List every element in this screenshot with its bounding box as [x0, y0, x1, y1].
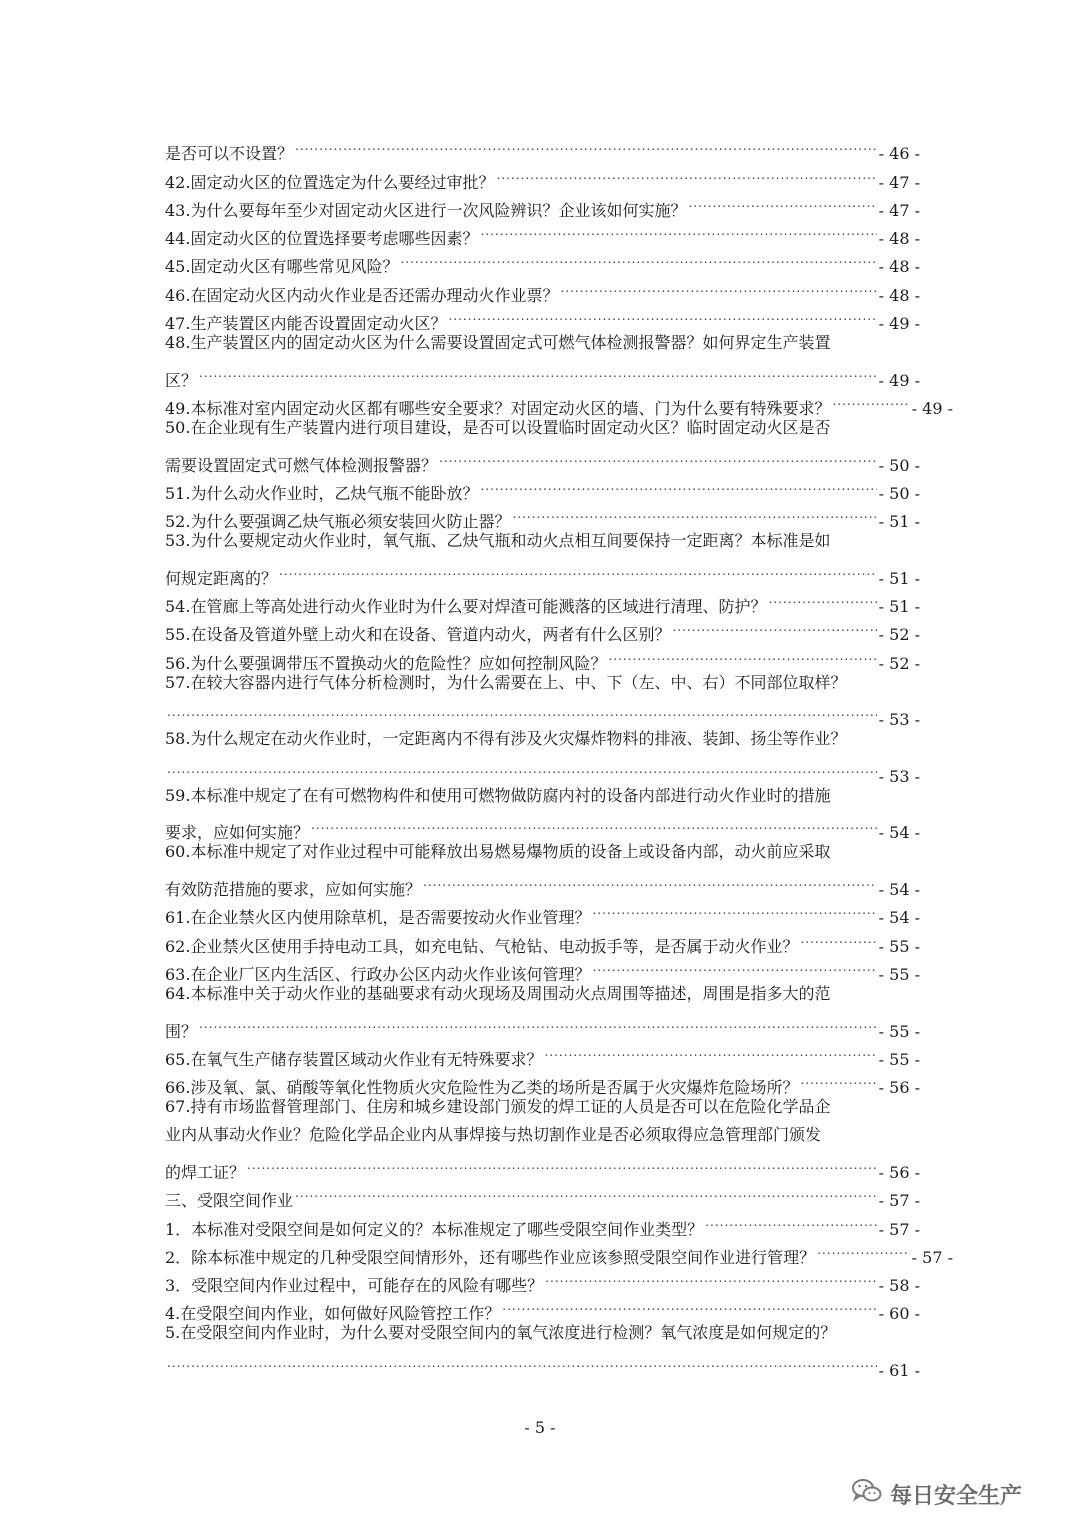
toc-entry-text: 49.本标准对室内固定动火区都有哪些安全要求？对固定动火区的墙、门为什么要有特殊要求？ — [165, 398, 831, 418]
toc-entry-page: - 52 - — [878, 653, 920, 673]
toc-entry-text: 需要设置固定式可燃气体检测报警器？ — [165, 455, 438, 475]
toc-entry-text: 有效防范措施的要求，应如何实施？ — [165, 880, 422, 900]
toc-entry-text: 48.生产装置区内的固定动火区为什么需要设置固定式可燃气体检测报警器？如何界定生产装置 — [165, 333, 831, 353]
dot-leader — [439, 442, 877, 470]
toc-entry-page: - 49 - — [878, 370, 920, 390]
toc-entry-text: 52.为什么要强调乙炔气瓶必须安装回火防止器？ — [165, 512, 511, 532]
toc-entry-page: - 49 - — [878, 314, 920, 334]
toc-entry-page: - 55 - — [878, 936, 920, 956]
dot-leader — [800, 1065, 876, 1093]
toc-entry-text: 45.固定动火区有哪些常见风险？ — [165, 257, 399, 277]
toc-entry-page: - 47 - — [878, 200, 920, 220]
toc-entry-page: - 57 - — [878, 1219, 920, 1239]
dot-leader — [832, 386, 909, 414]
dot-leader — [502, 1291, 876, 1319]
toc-entry-page: - 53 - — [878, 766, 920, 786]
dot-leader — [295, 131, 877, 159]
toc-entry-text: 43.为什么要每年至少对固定动火区进行一次风险辨识？企业该如何实施？ — [165, 200, 687, 220]
dot-leader — [592, 952, 876, 980]
dot-leader — [247, 1150, 877, 1178]
toc-entry-text: 61.在企业禁火区内使用除草机，是否需要按动火作业管理？ — [165, 908, 591, 928]
toc-entry — [165, 1008, 920, 1041]
dot-leader — [560, 272, 876, 300]
toc-entry-text: 60.本标准中规定了对作业过程中可能释放出易燃易爆物质的设备上或设备内部，动火前应采取 — [165, 842, 831, 862]
dot-leader — [817, 1235, 909, 1263]
toc-entry — [165, 386, 953, 418]
toc-entry-text: 44.固定动火区的位置选择要考虑哪些因素？ — [165, 229, 479, 249]
dot-leader — [800, 923, 876, 951]
toc-entry-text: 59.本标准中规定了在有可燃物构件和使用可燃物做防腐内衬的设备内部进行动火作业时的措施 — [165, 785, 831, 805]
toc-entry-page: - 54 - — [878, 823, 920, 843]
toc-entry-text: 67.持有市场监督管理部门、住房和城乡建设部门颁发的焊工证的人员是否可以在危险化学品企 — [165, 1097, 831, 1117]
toc-entry-page: - 48 - — [878, 257, 920, 277]
toc-entry-page: - 51 - — [878, 512, 920, 532]
toc-entry-page: - 61 - — [878, 1361, 920, 1381]
wechat-icon — [852, 1478, 882, 1510]
toc-entry-text: 47.生产装置区内能否设置固定动火区？ — [165, 314, 447, 334]
watermark-text: 每日安全生产 — [890, 1483, 1023, 1509]
toc-entry — [165, 867, 920, 900]
toc-entry-page: - 55 - — [878, 1049, 920, 1069]
dot-leader — [400, 244, 876, 272]
toc-entry — [165, 131, 920, 164]
dot-leader — [167, 1348, 877, 1376]
toc-entry — [165, 1150, 920, 1182]
dot-leader — [768, 584, 876, 612]
toc-entry — [165, 442, 920, 475]
toc-entry-page: - 48 - — [878, 285, 920, 305]
toc-entry-text: 66.涉及氧、氯、硝酸等氧化性物质火灾危险性为乙类的场所是否属于火灾爆炸危险场所？ — [165, 1078, 799, 1098]
toc-entry-page: - 54 - — [878, 880, 920, 900]
toc-entry-page: - 52 - — [878, 625, 920, 645]
dot-leader — [608, 640, 876, 668]
dot-leader — [423, 867, 877, 895]
dot-leader — [199, 357, 877, 385]
table-of-contents — [165, 131, 953, 1381]
toc-entry-text: 57.在较大容器内进行气体分析检测时，为什么需要在上、中、下（左、中、右）不同部位取样？ — [165, 672, 847, 692]
watermark — [852, 1478, 1022, 1510]
toc-entry — [165, 1178, 920, 1211]
toc-entry-text: 4.在受限空间内作业，如何做好风险管控工作？ — [165, 1304, 501, 1324]
toc-entry — [165, 1037, 920, 1069]
page-number: - 5 - — [524, 1418, 556, 1437]
toc-entry-text: 42.固定动火区的位置选定为什么要经过审批？ — [165, 172, 495, 192]
toc-entry-text: 何规定距离的？ — [165, 568, 278, 588]
dot-leader — [672, 612, 876, 640]
toc-entry — [165, 838, 920, 866]
toc-entry — [165, 697, 920, 730]
toc-entry-text: 业内从事动火作业？危险化学品企业内从事焊接与热切割作业是否必须取得应急管理部门颁发 — [165, 1125, 822, 1145]
dot-leader — [199, 1008, 877, 1036]
toc-entry-page: - 55 - — [878, 1021, 920, 1041]
toc-entry-text: 50.在企业现有生产装置内进行项目建设，是否可以设置临时固定动火区？临时固定动火区是否 — [165, 417, 831, 437]
dot-leader — [448, 301, 876, 329]
dot-leader — [311, 810, 877, 838]
toc-entry — [165, 669, 920, 697]
toc-entry-text: 56.为什么要强调带压不置换动火的危险性？应如何控制风险？ — [165, 653, 607, 673]
dot-leader — [688, 188, 876, 216]
toc-entry-text: 64.本标准中关于动火作业的基础要求有动火现场及周围动火点周围等描述，周围是指多大的范 — [165, 983, 831, 1003]
toc-entry-text: 5.在受限空间内作业时，为什么要对受限空间内的氧气浓度进行检测？氧气浓度是如何规定的？ — [165, 1323, 837, 1343]
toc-entry-page: - 48 - — [878, 229, 920, 249]
toc-entry — [165, 357, 920, 390]
toc-entry-page: - 56 - — [878, 1162, 920, 1182]
toc-entry-page: - 50 - — [878, 483, 920, 503]
toc-entry-text: 53.为什么要规定动火作业时，氧气瓶、乙炔气瓶和动火点相互间要保持一定距离？本标准是如 — [165, 531, 831, 551]
toc-entry — [165, 754, 920, 786]
toc-entry-page: - 46 - — [878, 144, 920, 164]
toc-entry-text: 2．除本标准中规定的几种受限空间情形外，还有哪些作业应该参照受限空间作业进行管理？ — [165, 1247, 816, 1267]
dot-leader — [480, 216, 876, 244]
toc-entry-text: 51.为什么动火作业时，乙炔气瓶不能卧放？ — [165, 483, 479, 503]
toc-entry — [165, 1093, 920, 1121]
toc-entry-text: 三、受限空间作业 — [165, 1191, 294, 1211]
toc-entry-page: - 50 - — [878, 455, 920, 475]
toc-entry-page: - 60 - — [878, 1304, 920, 1324]
dot-leader — [167, 754, 877, 782]
dot-leader — [480, 471, 876, 499]
dot-leader — [512, 499, 876, 527]
toc-entry-page: - 55 - — [878, 964, 920, 984]
toc-entry-text: 区？ — [165, 370, 198, 390]
toc-entry-page: - 57 - — [878, 1191, 920, 1211]
toc-entry-text: 的焊工证？ — [165, 1162, 246, 1182]
toc-entry-page: - 58 - — [878, 1276, 920, 1296]
toc-entry-text: 58.为什么规定在动火作业时，一定距离内不得有涉及火灾爆炸物料的排液、装卸、扬尘等作业？ — [165, 729, 847, 749]
toc-entry — [165, 527, 920, 555]
toc-entry-text: 围？ — [165, 1021, 198, 1041]
toc-entry — [165, 1348, 920, 1381]
dot-leader — [592, 895, 876, 923]
toc-entry — [165, 1319, 920, 1347]
dot-leader — [705, 1206, 876, 1234]
toc-entry — [165, 329, 920, 357]
toc-entry-page: - 53 - — [878, 710, 920, 730]
toc-entry-text: 是否可以不设置？ — [165, 144, 294, 164]
toc-entry-page: - 47 - — [878, 172, 920, 192]
toc-entry-text: 63.在企业厂区内生活区、行政办公区内动火作业该何管理？ — [165, 964, 591, 984]
dot-leader — [545, 1263, 876, 1291]
dot-leader — [496, 159, 876, 187]
toc-entry-text: 1．本标准对受限空间是如何定义的？本标准规定了哪些受限空间作业类型？ — [165, 1219, 704, 1239]
toc-entry-text: 46.在固定动火区内动火作业是否还需办理动火作业票？ — [165, 285, 559, 305]
toc-entry-page: - 57 - — [911, 1247, 953, 1267]
toc-entry — [165, 782, 920, 810]
toc-entry — [165, 810, 920, 843]
toc-entry-text: 55.在设备及管道外壁上动火和在设备、管道内动火，两者有什么区别？ — [165, 625, 671, 645]
toc-entry — [165, 725, 920, 753]
toc-entry-text: 62.企业禁火区使用手持电动工具，如充电钻、气枪钻、电动扳手等，是否属于动火作业？ — [165, 936, 799, 956]
toc-entry — [165, 584, 920, 617]
dot-leader — [167, 697, 877, 725]
toc-entry-page: - 49 - — [911, 398, 953, 418]
dot-leader — [295, 1178, 877, 1206]
toc-entry — [165, 555, 920, 588]
toc-entry-text: 54.在管廊上等高处进行动火作业时为什么要对焊渣可能溅落的区域进行清理、防护？ — [165, 597, 767, 617]
toc-entry — [165, 414, 920, 442]
toc-entry — [165, 980, 920, 1008]
toc-entry-page: - 54 - — [878, 908, 920, 928]
dot-leader — [544, 1037, 876, 1065]
toc-entry-page: - 51 - — [878, 568, 920, 588]
toc-entry-page: - 56 - — [878, 1078, 920, 1098]
toc-entry-text: 要求，应如何实施？ — [165, 823, 310, 843]
toc-entry-text: 65.在氧气生产储存装置区域动火作业有无特殊要求？ — [165, 1049, 543, 1069]
toc-entry — [165, 1121, 920, 1149]
toc-entry-page: - 51 - — [878, 597, 920, 617]
dot-leader — [279, 555, 877, 583]
toc-entry-text: 3．受限空间内作业过程中，可能存在的风险有哪些？ — [165, 1276, 544, 1296]
